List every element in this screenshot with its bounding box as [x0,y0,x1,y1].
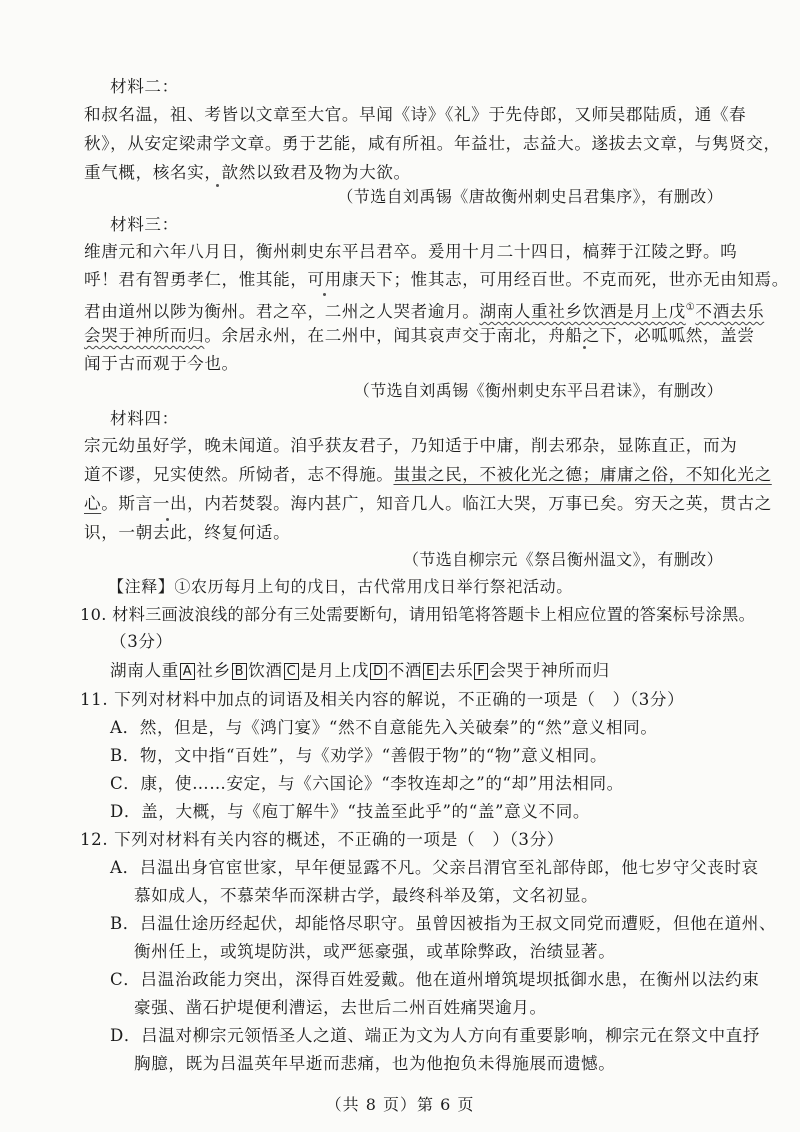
answer-box-b[interactable]: B [232,663,248,680]
question-11-option-d[interactable]: D．盖，大概，与《庖丁解牛》“技盖至此乎”的“盖”意义不同。 [110,802,591,821]
material-2-line-1: 和叔名温，祖、考皆以文章至大官。早闻《诗》《礼》于先侍郎，又师吴郡陆质，通《春 [84,105,747,124]
question-11-option-a[interactable]: A．然，但是，与《鸿门宴》“然不自意能先入关破秦”的“然”意义相同。 [110,718,658,737]
material-3-source: （节选自刘禹锡《衡州刺史东平吕君诔》，有删改） [353,381,723,400]
material-2-source: （节选自刘禹锡《唐故衡州刺史吕君集序》，有删改） [337,187,723,206]
segment: 社乡 [196,661,231,680]
question-10-score: （3分） [110,632,173,651]
material-2-heading: 材料二： [110,77,179,96]
emphasis-dot [583,346,586,349]
segment: 湖南人重 [110,661,179,680]
wavy-passage-part-2: 不酒去乐 [695,302,765,321]
segment: 去乐 [438,661,474,680]
question-10-options [110,660,750,682]
answer-box-f[interactable]: F [474,663,488,680]
material-3-line-4 [84,325,755,347]
footnote-marker: ① [685,302,696,313]
material-2-line-2: 秋》，从安定梁肃学文章。勇于艺能，咸有所祖。年益壮，志益大。遂拔去文章，与隽贤交， [84,134,781,153]
segment: 会哭于神所而归 [489,661,610,680]
question-12-option-d[interactable]: D．吕温对柳宗元领悟圣人之道、端正为文为人方向有重要影响，柳宗元在祭文中直抒 [110,1026,761,1045]
underlined-sentence-end: 心 [84,494,102,513]
emphasis-dot [166,518,169,521]
question-12-option-b-cont: 衡州任上，或筑堤防洪，或严惩豪强，或革除弊政，治绩显著。 [134,942,616,961]
segment: 不酒 [387,661,423,680]
question-12-option-a[interactable]: A．吕温出身官宦世家，早年便显露不凡。父亲吕渭官至礼部侍郎，他七岁守父丧时哀 [110,858,759,877]
emphasis-dot [216,184,219,187]
material-4-line-4: 识，一朝去此，终复何适。 [84,523,291,542]
material-4-line-2 [84,464,772,486]
material-4-text: 道不谬，兄实使然。所恸者，志不得施。 [84,465,394,484]
question-12-stem: 12. 下列对材料有关内容的概述，不正确的一项是（ ）（3分） [80,830,564,849]
material-3-text: 君由道州以陟为衡州。君之卒，二州之人哭者逾月。 [84,302,480,321]
page-footer: （共 8 页）第 6 页 [325,1095,475,1114]
question-11-option-b[interactable]: B．物，文中指“百姓”，与《劝学》“善假于物”的“物”意义相同。 [110,746,608,765]
material-4-line-3 [84,493,772,515]
wavy-passage-part-1: 湖南人重社乡饮酒是月上戊 [479,302,686,321]
material-3-line-3 [84,297,765,323]
material-4-source: （节选自柳宗元《祭吕衡州温文》，有删改） [402,550,723,569]
question-12-option-a-cont: 慕如成人，不慕荣华而深耕古学，最终科举及第，文名初显。 [134,886,599,905]
question-11-stem: 11. 下列对材料中加点的词语及相关内容的解说，不正确的一项是（ ）（3分） [80,690,685,709]
segment: 饮酒 [248,661,283,680]
material-3-line-1: 维唐元和六年八月日，衡州刺史东平吕君卒。爰用十月二十四日，槁葬于江陵之野。呜 [84,242,738,261]
material-3-text: 。余居永州，在二州中，闻其哀声交于南北，舟船之下，必呱呱然，盖尝 [204,326,755,345]
question-12-option-b[interactable]: B．吕温仕途历经起伏，却能恪尽职守。虽曾因被指为王叔文同党而遭贬，但他在道州、 [110,914,777,933]
answer-box-a[interactable]: A [180,663,196,680]
question-12-option-c[interactable]: C．吕温治政能力突出，深得百姓爱戴。他在道州增筑堤坝抵御水患，在衡州以法约束 [110,970,760,989]
question-12-option-d-cont: 胸臆，既为吕温英年早逝而悲痛，也为他抱负未得施展而遗憾。 [134,1054,616,1073]
material-4-heading: 材料四： [110,409,179,428]
material-3-line-5: 闻于古而观于今也。 [84,354,239,373]
segment: 是月上戊 [300,661,370,680]
annotation-note: 【注释】①农历每月上旬的戊日，古代常用戊日举行祭祀活动。 [108,577,573,596]
material-2-line-3: 重气概，核名实，歆然以致君及物为大欲。 [84,163,411,182]
underlined-sentence: 蚩蚩之民，不被化光之德；庸庸之俗，不知化光之 [393,465,772,484]
material-4-text: 。斯言一出，内若焚裂。海内甚广，知音几人。临江大哭，万事已矣。穷天之英，贯古之 [101,494,772,513]
question-11-option-c[interactable]: C．康，使……安定，与《六国论》“李牧连却之”的“却”用法相同。 [110,774,624,793]
answer-box-c[interactable]: C [284,663,300,680]
wavy-passage-part-3: 会哭于神所而归 [84,326,205,345]
material-4-line-1: 宗元幼虽好学，晚未闻道。洎乎获友君子，乃知适于中庸，削去邪杂，显陈直正，而为 [84,436,738,455]
material-3-line-2: 呼！君有智勇孝仁，惟其能，可用康天下；惟其志，可用经百世。不克而死，世亦无由知焉。 [84,270,789,289]
question-12-option-c-cont: 豪强、凿石护堤便利漕运，去世后二州百姓痛哭逾月。 [134,998,547,1017]
answer-box-e[interactable]: E [423,663,438,680]
question-10-stem: 10. 材料三画波浪线的部分有三处需要断句，请用铅笔将答题卡上相应位置的答案标号涂黑。 [80,605,756,624]
material-3-heading: 材料三： [110,215,179,234]
answer-box-d[interactable]: D [370,663,387,680]
emphasis-dot [323,293,326,296]
